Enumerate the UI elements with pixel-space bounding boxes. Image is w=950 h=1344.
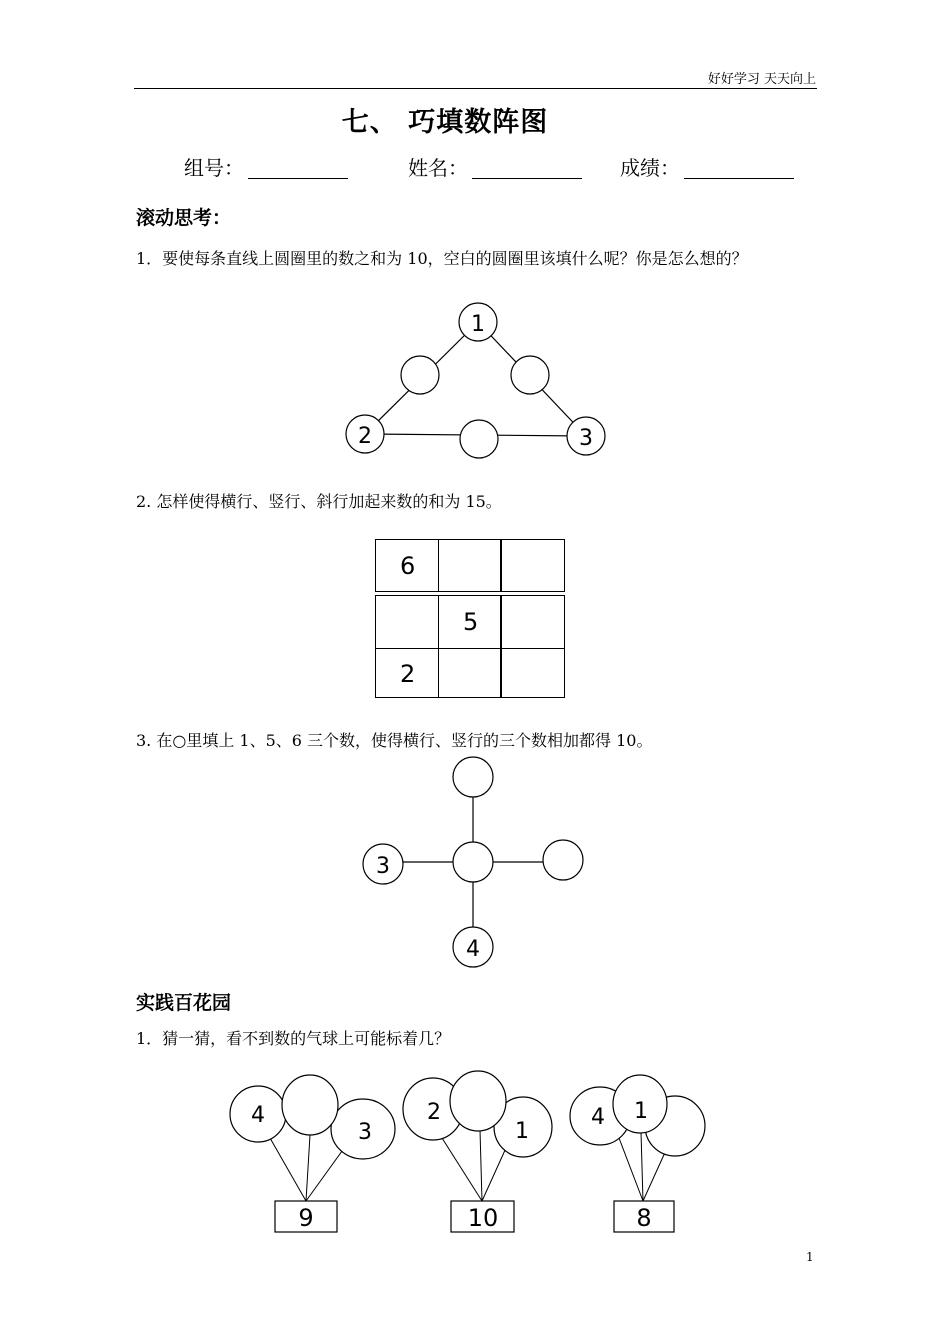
balloon-bundle-2 [398,1068,568,1238]
cross-circle-top[interactable] [453,757,493,797]
grid-cell[interactable] [501,539,565,592]
score-label: 成绩： [620,156,680,180]
section-heading-thinking: 滚动思考： [136,207,232,229]
question-2-text: 2. 怎样使得横行、竖行、斜行加起来数的和为 15。 [136,492,502,511]
practice-question-1-text: 1．猜一猜，看不到数的气球上可能标着几？ [136,1029,451,1048]
grid-cell[interactable] [501,648,565,698]
cross-bottom-number: 4 [466,937,480,962]
header-motto: 好好学习 天天向上 [707,72,816,87]
cross-circle-right[interactable] [543,840,583,880]
group-label: 组号： [184,156,244,180]
grid-cell[interactable] [501,595,565,649]
triangle-right-number: 3 [579,426,593,451]
grid-cell[interactable] [438,648,501,698]
balloon-hidden[interactable] [450,1071,506,1131]
name-field[interactable] [408,152,582,181]
grid-cell[interactable] [375,595,439,649]
total-number: 10 [467,1204,499,1232]
score-field[interactable] [620,152,794,181]
balloon-number: 2 [427,1100,441,1125]
grid-cell[interactable]: 6 [375,539,439,592]
triangle-circle-right-mid[interactable] [511,356,549,394]
name-blank[interactable] [472,158,582,179]
page-title: 七、 巧填数阵图 [341,107,549,138]
score-blank[interactable] [684,158,794,179]
balloon-number: 4 [251,1103,265,1128]
triangle-top-number: 1 [471,312,485,337]
triangle-circle-left-mid[interactable] [401,356,439,394]
triangle-diagram [340,295,610,465]
balloon-number: 1 [634,1099,648,1124]
grid-cell[interactable] [438,539,501,592]
question-3-text: 3. 在○里填上 1、5、6 三个数，使得横行、竖行的三个数相加都得 10。 [136,731,653,750]
triangle-left-number: 2 [358,424,372,449]
name-label: 姓名： [408,156,468,180]
header-rule [134,88,817,89]
cross-circle-center[interactable] [453,842,493,882]
balloon-hidden[interactable] [282,1075,338,1135]
grid-cell[interactable]: 5 [438,595,501,649]
magic-square-grid [375,539,565,698]
balloon-bundle-3 [565,1068,725,1238]
total-number: 8 [636,1204,652,1232]
group-blank[interactable] [248,158,348,179]
grid-cell[interactable]: 2 [375,648,439,698]
cross-diagram [355,752,595,970]
balloon-number: 4 [591,1105,605,1130]
page-number: 1 [806,1250,814,1264]
balloon-number: 1 [515,1119,529,1144]
section-heading-practice: 实践百花园 [136,992,232,1014]
balloon-number: 3 [358,1120,372,1145]
balloon-bundle-1 [220,1068,400,1238]
question-1-text: 1．要使每条直线上圆圈里的数之和为 10，空白的圆圈里该填什么呢？你是怎么想的？ [136,249,748,268]
total-number: 9 [298,1204,314,1232]
group-field[interactable] [184,152,348,181]
triangle-circle-bottom-mid[interactable] [460,420,498,458]
grid-row-line [375,595,565,596]
cross-left-number: 3 [376,854,390,879]
